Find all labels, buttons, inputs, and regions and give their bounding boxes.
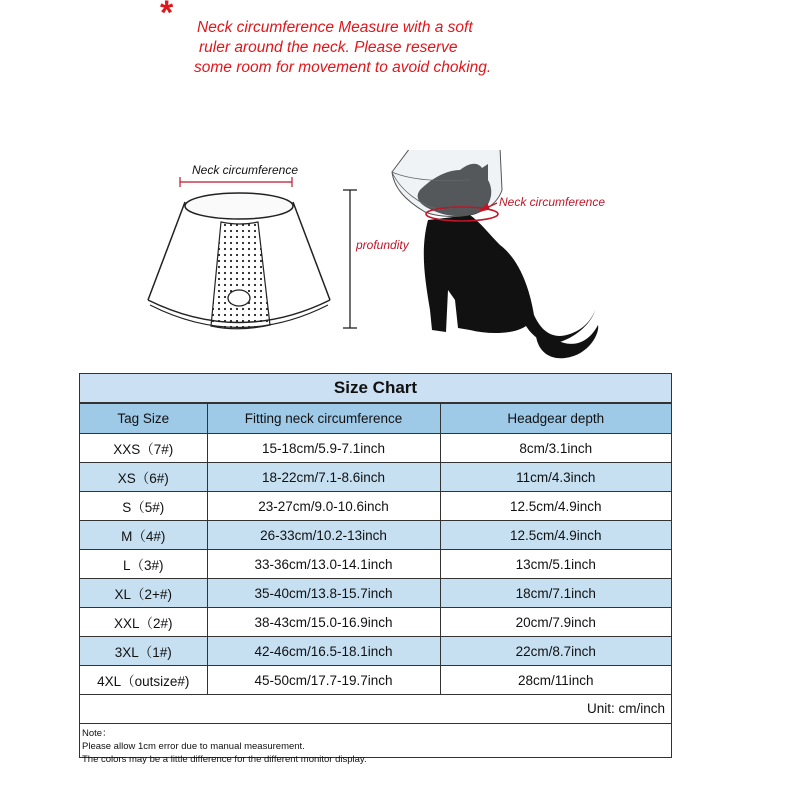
table-row xyxy=(80,579,671,608)
neck-circumference-label-right: Neck circumference xyxy=(499,195,606,209)
cell-headgear-depth: 22cm/8.7inch xyxy=(440,637,671,666)
header-headgear-depth: Headgear depth xyxy=(440,404,671,434)
cell-tag-size: XS（6#) xyxy=(80,463,207,492)
cell-headgear-depth: 8cm/3.1inch xyxy=(440,434,671,463)
instruction-line-3: some room for movement to avoid choking. xyxy=(194,59,492,76)
table-row xyxy=(80,637,671,666)
instruction-line-1: Neck circumference Measure with a soft xyxy=(197,19,473,36)
figure-illustration xyxy=(0,150,800,380)
cell-headgear-depth: 18cm/7.1inch xyxy=(440,579,671,608)
cell-headgear-depth: 13cm/5.1inch xyxy=(440,550,671,579)
size-table xyxy=(80,403,671,695)
cell-headgear-depth: 11cm/4.3inch xyxy=(440,463,671,492)
cell-neck-circumference: 45-50cm/17.7-19.7inch xyxy=(207,666,440,695)
cell-neck-circumference: 26-33cm/10.2-13inch xyxy=(207,521,440,550)
table-row xyxy=(80,463,671,492)
cone-collar xyxy=(148,193,330,329)
cat-with-cone xyxy=(392,150,598,358)
table-row xyxy=(80,666,671,695)
note-line: Please allow 1cm error due to manual measurement. xyxy=(82,741,305,752)
cell-neck-circumference: 18-22cm/7.1-8.6inch xyxy=(207,463,440,492)
cell-headgear-depth: 12.5cm/4.9inch xyxy=(440,521,671,550)
table-row xyxy=(80,608,671,637)
cell-tag-size: L（3#) xyxy=(80,550,207,579)
table-row xyxy=(80,492,671,521)
cell-tag-size: 4XL（outsize#) xyxy=(80,666,207,695)
cell-neck-circumference: 35-40cm/13.8-15.7inch xyxy=(207,579,440,608)
measurement-figure xyxy=(0,150,800,380)
neck-dimension-line xyxy=(180,177,292,187)
unit-label: Unit: cm/inch xyxy=(586,701,665,716)
table-row xyxy=(80,550,671,579)
table-row xyxy=(80,521,671,550)
measurement-instructions xyxy=(194,18,617,78)
table-row xyxy=(80,434,671,463)
cell-neck-circumference: 23-27cm/9.0-10.6inch xyxy=(207,492,440,521)
cell-neck-circumference: 38-43cm/15.0-16.9inch xyxy=(207,608,440,637)
asterisk-mark: * xyxy=(160,0,174,32)
cell-tag-size: S（5#) xyxy=(80,492,207,521)
cell-tag-size: XXS（7#) xyxy=(80,434,207,463)
cell-neck-circumference: 42-46cm/16.5-18.1inch xyxy=(207,637,440,666)
cell-neck-circumference: 33-36cm/13.0-14.1inch xyxy=(207,550,440,579)
header-neck-circumference: Fitting neck circumference xyxy=(207,404,440,434)
note-heading: Note： xyxy=(82,728,112,739)
neck-circumference-label-left: Neck circumference xyxy=(192,163,299,177)
cell-neck-circumference: 15-18cm/5.9-7.1inch xyxy=(207,434,440,463)
unit-row xyxy=(80,695,671,724)
header-tag-size: Tag Size xyxy=(80,404,207,434)
size-chart xyxy=(79,373,672,765)
cell-tag-size: XXL（2#) xyxy=(80,608,207,637)
profundity-dimension-line xyxy=(343,190,357,328)
instruction-line-2: ruler around the neck. Please reserve xyxy=(199,39,458,56)
size-chart-title: Size Chart xyxy=(80,374,671,403)
cell-headgear-depth: 20cm/7.9inch xyxy=(440,608,671,637)
cell-headgear-depth: 28cm/11inch xyxy=(440,666,671,695)
size-table-header xyxy=(80,404,671,434)
cell-tag-size: 3XL（1#) xyxy=(80,637,207,666)
cell-tag-size: XL（2+#) xyxy=(80,579,207,608)
profundity-label: profundity xyxy=(356,238,409,252)
cell-tag-size: M（4#) xyxy=(80,521,207,550)
notes xyxy=(80,724,671,769)
note-line: The colors may be a little difference for the different monitor display. xyxy=(82,754,367,765)
cell-headgear-depth: 12.5cm/4.9inch xyxy=(440,492,671,521)
